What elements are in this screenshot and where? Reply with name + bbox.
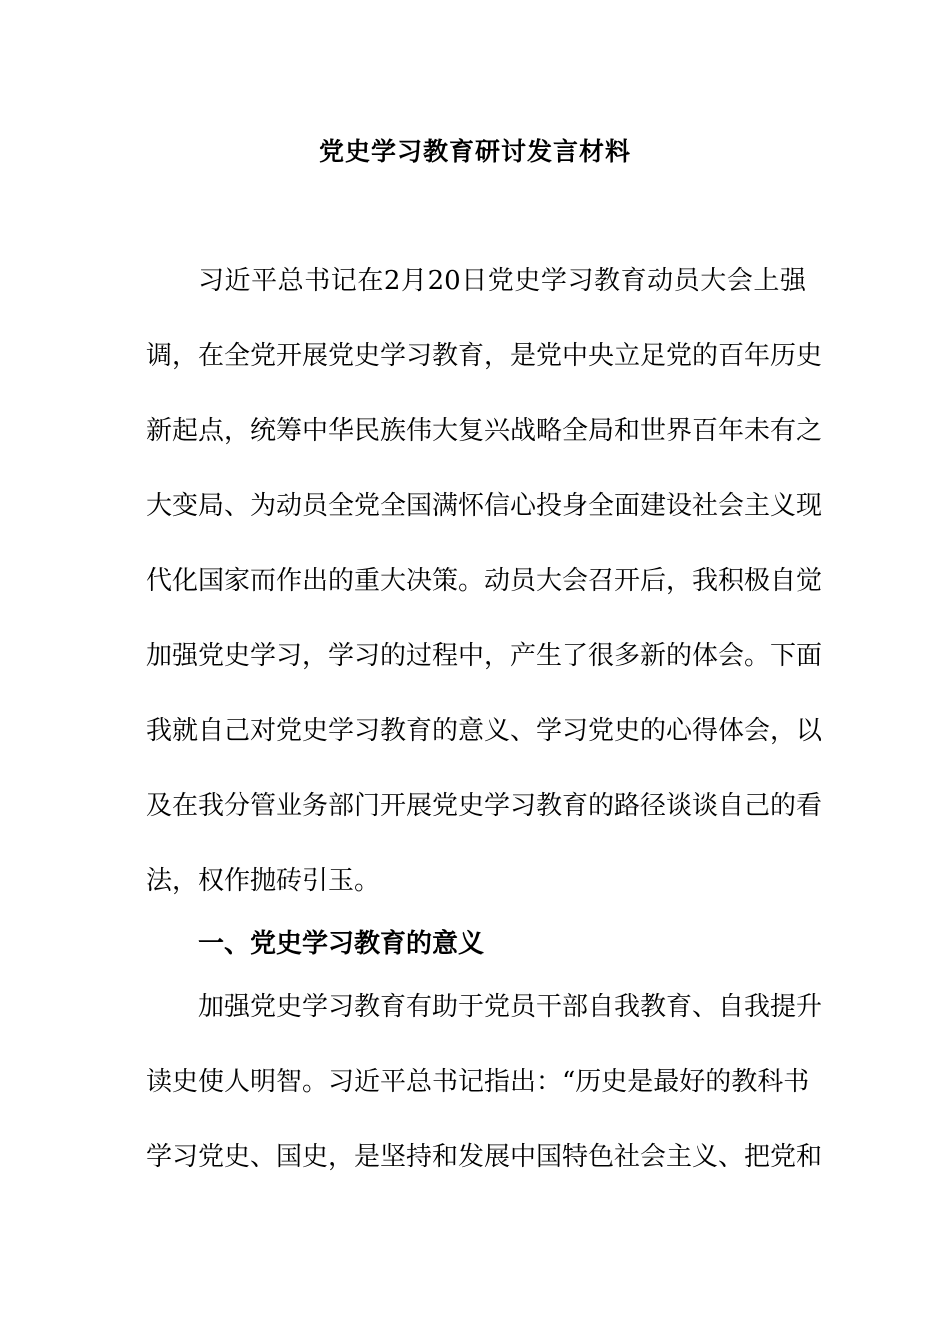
document-title: 党史学习教育研讨发言材料 <box>318 137 631 166</box>
paragraph-line: 法，权作抛砖引玉。 <box>146 866 381 896</box>
paragraph-line: 加强党史学习，学习的过程中，产生了很多新的体会。下面 <box>146 641 823 671</box>
paragraph-line: 加强党史学习教育有助于党员干部自我教育、自我提升 <box>198 992 823 1022</box>
paragraph-line: 习近平总书记在2月20日党史学习教育动员大会上强 <box>198 266 806 296</box>
paragraph-line: 及在我分管业务部门开展党史学习教育的路径谈谈自己的看 <box>146 791 823 821</box>
section-heading: 一、党史学习教育的意义 <box>198 929 485 959</box>
paragraph-line: 新起点，统筹中华民族伟大复兴战略全局和世界百年未有之 <box>146 416 823 446</box>
paragraph-line: 读史使人明智。习近平总书记指出：“历史是最好的教科书 <box>146 1067 810 1097</box>
paragraph-line: 大变局、为动员全党全国满怀信心投身全面建设社会主义现 <box>146 491 823 521</box>
paragraph-line: 我就自己对党史学习教育的意义、学习党史的心得体会，以 <box>146 716 823 746</box>
paragraph-line: 调，在全党开展党史学习教育，是党中央立足党的百年历史 <box>146 341 823 371</box>
paragraph-line: 学习党史、国史，是坚持和发展中国特色社会主义、把党和 <box>146 1142 823 1172</box>
paragraph-line: 代化国家而作出的重大决策。动员大会召开后，我积极自觉 <box>146 566 823 596</box>
